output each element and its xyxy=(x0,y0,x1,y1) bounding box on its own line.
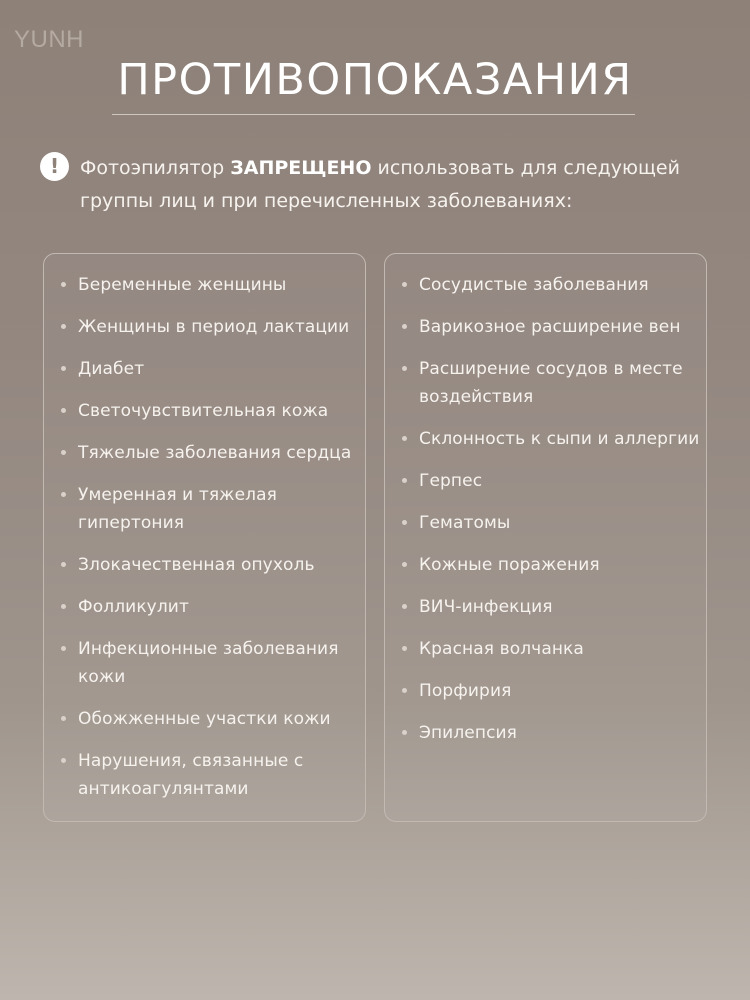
right-list xyxy=(385,271,706,761)
left-list xyxy=(44,271,365,817)
intro-prefix: Фотоэпилятор xyxy=(80,157,231,179)
exclamation-icon: ! xyxy=(40,152,69,181)
list-item: Эпилепсия xyxy=(385,719,706,747)
list-item: Порфирия xyxy=(385,677,706,705)
list-item: Сосудистые заболевания xyxy=(385,271,706,299)
list-item: Обожженные участки кожи xyxy=(44,705,365,733)
list-item: Злокачественная опухоль xyxy=(44,551,365,579)
title-divider xyxy=(112,114,635,115)
intro-text xyxy=(80,152,720,218)
list-item: Беременные женщины xyxy=(44,271,365,299)
list-item: Гематомы xyxy=(385,509,706,537)
list-item: Умеренная и тяжелая гипертония xyxy=(44,481,365,537)
list-item: Красная волчанка xyxy=(385,635,706,663)
list-item: Диабет xyxy=(44,355,365,383)
list-item: Фолликулит xyxy=(44,593,365,621)
intro-suffix: использовать для следующей группы лиц и при перечисленных заболеваниях: xyxy=(80,157,680,212)
page-title: ПРОТИВОПОКАЗАНИЯ xyxy=(117,55,633,105)
list-item: Кожные поражения xyxy=(385,551,706,579)
left-list-box xyxy=(43,253,366,822)
list-item: ВИЧ-инфекция xyxy=(385,593,706,621)
intro-emphasis: ЗАПРЕЩЕНО xyxy=(230,157,372,179)
list-item: Расширение сосудов в месте воздействия xyxy=(385,355,706,411)
list-item: Герпес xyxy=(385,467,706,495)
list-item: Инфекционные заболевания кожи xyxy=(44,635,365,691)
right-list-box xyxy=(384,253,707,822)
watermark: YUNH xyxy=(14,26,85,53)
list-item: Склонность к сыпи и аллергии xyxy=(385,425,706,453)
list-item: Варикозное расширение вен xyxy=(385,313,706,341)
list-item: Нарушения, связанные с антикоагулянтами xyxy=(44,747,365,803)
list-item: Светочувствительная кожа xyxy=(44,397,365,425)
list-item: Тяжелые заболевания сердца xyxy=(44,439,365,467)
list-item: Женщины в период лактации xyxy=(44,313,365,341)
